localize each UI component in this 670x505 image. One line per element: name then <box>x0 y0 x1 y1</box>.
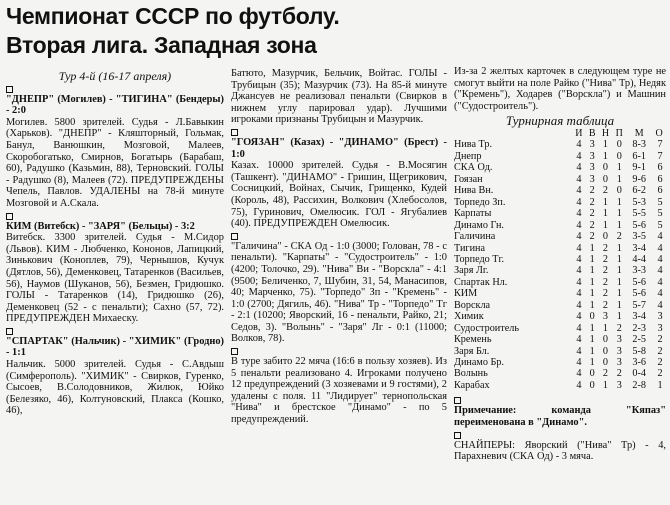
headline-line-1: Чемпионат СССР по футболу. <box>6 3 340 29</box>
other-results: "Галичина" - СКА Од - 1:0 (3000; Голован, 78 - с пенальти). "Карпаты" - "Судостроитель" - 1:0 (4200; Толочко, 29). "Нива" Ви - "Ворскла" - 4:1 (9500; Беличенко, 7, Шубин, 31, 54, Манасипов, 40; Марченко, 75). "Торпедо" Зп - "Кремень" - 1:0 (2700; Дягиль, 46). "Нива" Тр - "Торпедо" Тг - 2:1 (10200; Яворский, 16 - пенальти, Райко, 21; Седов, 3). "Волынь" - "Заря" Лг - 0:1 (11000; Волков, 78). <box>231 240 447 345</box>
standings-points: 6 <box>657 185 663 197</box>
standings-points: 4 <box>657 288 663 300</box>
standings-losses: 2 <box>616 368 622 380</box>
standings-points: 2 <box>657 368 663 380</box>
standings-draws: 2 <box>602 253 608 265</box>
standings-games: 4 <box>576 231 582 243</box>
standings-team-name: Динамо Бр. <box>454 357 504 369</box>
standings-points: 5 <box>657 208 663 220</box>
tour-summary: В туре забито 22 мяча (16:6 в пользу хозяев). Из 5 пенальти реализовано 4. Игроками получено 12 предупреждений (3 хозяевами и 9 гостями), 2 удалены с поля. 11 "Лидирует" тернопольская "Нива" и брестское "Динамо" - по 5 предупреждений. <box>231 356 447 426</box>
standings-goals: 3-3 <box>632 265 646 277</box>
standings-games: 4 <box>576 334 582 346</box>
standings-team-name: Тигина <box>454 242 486 254</box>
standings-goals: 8-3 <box>632 139 646 151</box>
standings-losses: 1 <box>616 276 622 288</box>
standings-wins: 1 <box>589 242 595 254</box>
standings-team-name: Ворскла <box>454 299 491 311</box>
standings-losses: 0 <box>616 185 622 197</box>
standings-row <box>454 288 666 299</box>
standings-losses: 1 <box>616 253 622 265</box>
standings-losses: 3 <box>616 345 622 357</box>
standings-team-name: Гоязан <box>454 173 483 185</box>
standings-team-name: Химик <box>454 311 484 323</box>
square-bullet-icon <box>231 348 238 355</box>
standings-row <box>454 220 666 231</box>
standings-wins: 1 <box>589 345 595 357</box>
standings-team-name: Кремень <box>454 334 492 346</box>
standings-row <box>454 254 666 265</box>
standings-draws: 2 <box>602 276 608 288</box>
standings-team-name: КИМ <box>454 288 478 300</box>
standings-row <box>454 357 666 368</box>
standings-games: 4 <box>576 173 582 185</box>
column-1 <box>6 68 224 417</box>
standings-goals: 9-1 <box>632 162 646 174</box>
standings-wins: 2 <box>589 185 595 197</box>
header-wins: В <box>588 127 596 139</box>
standings-goals: 3-4 <box>632 242 646 254</box>
standings-goals: 0-4 <box>632 368 646 380</box>
standings-team-name: Заря Лг. <box>454 265 489 277</box>
standings-draws: 0 <box>602 173 608 185</box>
standings-wins: 0 <box>589 368 595 380</box>
standings-team-name: Динамо Гн. <box>454 219 504 231</box>
standings-points: 3 <box>657 322 663 334</box>
standings-goals: 5-5 <box>632 208 646 220</box>
rename-note: Примечание: команда "Кяпаз" переименована в "Динамо". <box>454 405 666 428</box>
standings-losses: 2 <box>616 322 622 334</box>
standings-draws: 2 <box>602 368 608 380</box>
standings-wins: 0 <box>589 311 595 323</box>
standings-row <box>454 243 666 254</box>
standings-losses: 3 <box>616 379 622 391</box>
standings-points: 4 <box>657 299 663 311</box>
standings-draws: 1 <box>602 208 608 220</box>
standings-row <box>454 277 666 288</box>
match-title: "ГОЯЗАН" (Казах) - "ДИНАМО" (Брест) - 1:0 <box>231 136 447 160</box>
standings-team-name: СКА Од. <box>454 162 493 174</box>
standings-games: 4 <box>576 276 582 288</box>
match-report: Витебск. 3300 зрителей. Судья - М.Сидор (Львов). КИМ - Любченко, Кононов, Лапицкий, Зинькович (Коноплев, 79), Чернышов, Кучук (Дятлов, 56), Деменковец, Татаренков (Васильев, 56), Наумов (Шуканов, 56), Безмен, Гридюшко. ГОЛЫ - Татаренков (14), Гридюшко (26), Деменковец (52 - с пенальти); Сахно (57, 72). ПРЕДУПРЕЖДЕН Михаеску. <box>6 232 224 325</box>
standings-games: 4 <box>576 345 582 357</box>
header-team <box>454 128 572 139</box>
standings-team-name: Галичина <box>454 231 496 243</box>
standings-team-name: Днепр <box>454 150 482 162</box>
standings-games: 4 <box>576 265 582 277</box>
header-draws: Н <box>601 127 610 139</box>
standings-losses: 1 <box>616 219 622 231</box>
standings-games: 4 <box>576 322 582 334</box>
standings-draws: 2 <box>602 288 608 300</box>
standings-row <box>454 185 666 196</box>
standings-losses: 1 <box>616 299 622 311</box>
standings-draws: 0 <box>602 334 608 346</box>
square-bullet-icon <box>6 213 13 220</box>
match-report: Нальчик. 5000 зрителей. Судья - С.Авдыш (Симферополь). "ХИМИК" - Свирков, Гуренко, Сысоев, В.Солодовников, Жилюк, Юйко (Белезяко, 46), Колтуновский, Плакса (Кошко, 46), <box>6 359 224 417</box>
standings-points: 4 <box>657 276 663 288</box>
standings-wins: 1 <box>589 253 595 265</box>
standings-goals: 5-6 <box>632 219 646 231</box>
square-bullet-icon <box>6 328 13 335</box>
standings-points: 7 <box>657 139 663 151</box>
match-title: КИМ (Витебск) - "ЗАРЯ" (Бельцы) - 3:2 <box>6 220 195 232</box>
match-title: "ДНЕПР" (Могилев) - "ТИГИНА" (Бендеры) - 2:0 <box>6 93 224 117</box>
standings-points: 6 <box>657 173 663 185</box>
standings-goals: 6-2 <box>632 185 646 197</box>
standings-wins: 1 <box>589 276 595 288</box>
standings-team-name: Карабах <box>454 379 490 391</box>
standings-losses: 3 <box>616 357 622 369</box>
square-bullet-icon <box>454 432 461 439</box>
standings-points: 2 <box>657 345 663 357</box>
standings-wins: 3 <box>589 173 595 185</box>
column-3 <box>454 68 666 463</box>
headline <box>6 2 456 60</box>
standings-goals: 5-6 <box>632 276 646 288</box>
standings-wins: 2 <box>589 196 595 208</box>
standings-goals: 2-3 <box>632 322 646 334</box>
standings-goals: 6-1 <box>632 150 646 162</box>
header-games: И <box>575 127 583 139</box>
standings-games: 4 <box>576 242 582 254</box>
standings-games: 4 <box>576 185 582 197</box>
standings-row <box>454 265 666 276</box>
standings-team-name: Волынь <box>454 368 488 380</box>
standings-wins: 3 <box>589 150 595 162</box>
standings-draws: 2 <box>602 185 608 197</box>
standings-points: 4 <box>657 265 663 277</box>
standings-points: 2 <box>657 357 663 369</box>
standings-wins: 2 <box>589 208 595 220</box>
standings-games: 4 <box>576 150 582 162</box>
standings-team-name: Торпедо Зп. <box>454 196 506 208</box>
standings-games: 4 <box>576 253 582 265</box>
standings-draws: 2 <box>602 299 608 311</box>
standings-points: 7 <box>657 150 663 162</box>
standings-points: 5 <box>657 219 663 231</box>
tour-heading: Тур 4-й (16-17 апреля) <box>58 69 172 83</box>
standings-draws: 1 <box>602 150 608 162</box>
standings-games: 4 <box>576 299 582 311</box>
standings-row <box>454 139 666 150</box>
standings-wins: 1 <box>589 357 595 369</box>
standings-points: 4 <box>657 231 663 243</box>
standings-row <box>454 197 666 208</box>
headline-line-2: Вторая лига. Западная зона <box>6 32 317 58</box>
standings-row <box>454 323 666 334</box>
standings-games: 4 <box>576 288 582 300</box>
standings-points: 6 <box>657 162 663 174</box>
column-2 <box>231 68 447 426</box>
standings-losses: 1 <box>616 173 622 185</box>
standings-games: 4 <box>576 368 582 380</box>
standings-header-row <box>454 128 666 139</box>
standings-goals: 3-6 <box>632 357 646 369</box>
standings-points: 1 <box>657 379 663 391</box>
standings-goals: 4-4 <box>632 253 646 265</box>
standings-points: 4 <box>657 242 663 254</box>
standings-table <box>454 128 666 391</box>
standings-losses: 1 <box>616 242 622 254</box>
standings-team-name: Судостроитель <box>454 322 519 334</box>
standings-draws: 1 <box>602 219 608 231</box>
standings-goals: 9-6 <box>632 173 646 185</box>
standings-goals: 3-5 <box>632 231 646 243</box>
standings-losses: 3 <box>616 334 622 346</box>
standings-draws: 0 <box>602 345 608 357</box>
standings-team-name: Спартак Нл. <box>454 276 508 288</box>
standings-goals: 2-5 <box>632 334 646 346</box>
standings-row <box>454 208 666 219</box>
standings-games: 4 <box>576 139 582 151</box>
standings-row <box>454 151 666 162</box>
standings-losses: 1 <box>616 288 622 300</box>
standings-draws: 0 <box>602 231 608 243</box>
match-title: "СПАРТАК" (Нальчик) - "ХИМИК" (Гродно) - 1:1 <box>6 335 224 359</box>
standings-draws: 3 <box>602 311 608 323</box>
standings-team-name: Карпаты <box>454 208 492 220</box>
standings-points: 4 <box>657 253 663 265</box>
standings-wins: 2 <box>589 219 595 231</box>
standings-goals: 5-8 <box>632 345 646 357</box>
standings-draws: 1 <box>602 322 608 334</box>
standings-team-name: Нива Вн. <box>454 185 494 197</box>
square-bullet-icon <box>6 86 13 93</box>
standings-wins: 2 <box>589 231 595 243</box>
standings-row <box>454 231 666 242</box>
match-report-continued: Батюто, Мазурчик, Бельчик, Войтас. ГОЛЫ - Трубицын (35); Мазурчик (73). На 85-й минуте Джансуев не реализовал пенальти (Свирков в нижнем углу парировал удар). Лучшими игроками признаны Трубицын и Мазурчик. <box>231 68 447 126</box>
standings-points: 2 <box>657 334 663 346</box>
standings-wins: 1 <box>589 299 595 311</box>
square-bullet-icon <box>454 397 461 404</box>
match-report: Могилев. 5800 зрителей. Судья - Л.Бавыкин (Харьков). "ДНЕПР" - Кляшторный, Гольмак, Банул, Ванюшкин, Мозговой, Малеев, Скоробогатько, Смирнов, Богатырь (Барабаш, 60), Радушко (Казьмин, 88), Терновский. ГОЛЫ - Радушко (8), Малеев (72). ПРЕДУПРЕЖДЕНЫ Чепель, Павлов. УДАЛЕНЫ на 78-й минуте Мозговой и А.Скала. <box>6 116 224 209</box>
standings-row <box>454 368 666 379</box>
standings-row <box>454 311 666 322</box>
standings-team-name: Заря Бл. <box>454 345 490 357</box>
standings-row <box>454 174 666 185</box>
match-report: Казах. 10000 зрителей. Судья - В.Мосягин (Ташкент). "ДИНАМО" - Гришин, Щегрикович, Сосницкий, Войнах, Сычик, Грищенко, Кудей (Король, 48), Рассихин, Волкович (Хлебосолов, 75), Гуринович, Омелюсик. ГОЛ - Ягубалиев (40). ПРЕДУПРЕЖДЕН Омелюсик. <box>231 160 447 230</box>
square-bullet-icon <box>231 233 238 240</box>
header-losses: П <box>615 127 623 139</box>
standings-losses: 1 <box>616 208 622 220</box>
standings-losses: 0 <box>616 139 622 151</box>
header-points: О <box>655 127 663 139</box>
standings-losses: 0 <box>616 150 622 162</box>
standings-wins: 1 <box>589 265 595 277</box>
standings-games: 4 <box>576 311 582 323</box>
standings-losses: 1 <box>616 265 622 277</box>
standings-games: 4 <box>576 219 582 231</box>
square-bullet-icon <box>231 129 238 136</box>
standings-games: 4 <box>576 196 582 208</box>
standings-wins: 1 <box>589 322 595 334</box>
standings-row <box>454 162 666 173</box>
standings-wins: 0 <box>589 379 595 391</box>
standings-losses: 1 <box>616 196 622 208</box>
standings-draws: 0 <box>602 162 608 174</box>
standings-draws: 1 <box>602 379 608 391</box>
standings-wins: 1 <box>589 334 595 346</box>
standings-goals: 3-4 <box>632 311 646 323</box>
standings-draws: 1 <box>602 196 608 208</box>
standings-row <box>454 334 666 345</box>
header-goals: М <box>634 127 644 139</box>
standings-row <box>454 380 666 391</box>
standings-goals: 5-6 <box>632 288 646 300</box>
standings-wins: 3 <box>589 139 595 151</box>
standings-losses: 1 <box>616 162 622 174</box>
top-scorers: СНАЙПЕРЫ: Яворский ("Нива" Тр) - 4, Парахневич (СКА Од) - 3 мяча. <box>454 439 666 463</box>
standings-goals: 5-7 <box>632 299 646 311</box>
standings-draws: 2 <box>602 265 608 277</box>
standings-losses: 2 <box>616 231 622 243</box>
standings-losses: 1 <box>616 311 622 323</box>
standings-title: Турнирная таблица <box>505 113 615 129</box>
suspensions-text: Из-за 2 желтых карточек в следующем туре не смогут выйти на поле Райко ("Нива" Тр), Недяк ("Кремень"), Ходарев ("Ворскла") и Машнин ("Судостроитель"). <box>454 66 666 112</box>
standings-points: 3 <box>657 311 663 323</box>
standings-draws: 2 <box>602 242 608 254</box>
standings-wins: 1 <box>589 288 595 300</box>
standings-points: 5 <box>657 196 663 208</box>
standings-draws: 0 <box>602 357 608 369</box>
standings-goals: 2-8 <box>632 379 646 391</box>
standings-team-name: Торпедо Тг. <box>454 253 505 265</box>
standings-games: 4 <box>576 379 582 391</box>
standings-draws: 1 <box>602 139 608 151</box>
standings-games: 4 <box>576 208 582 220</box>
standings-goals: 5-3 <box>632 196 646 208</box>
standings-wins: 3 <box>589 162 595 174</box>
standings-games: 4 <box>576 357 582 369</box>
standings-games: 4 <box>576 162 582 174</box>
standings-team-name: Нива Тр. <box>454 139 493 151</box>
standings-row <box>454 300 666 311</box>
standings-row <box>454 346 666 357</box>
